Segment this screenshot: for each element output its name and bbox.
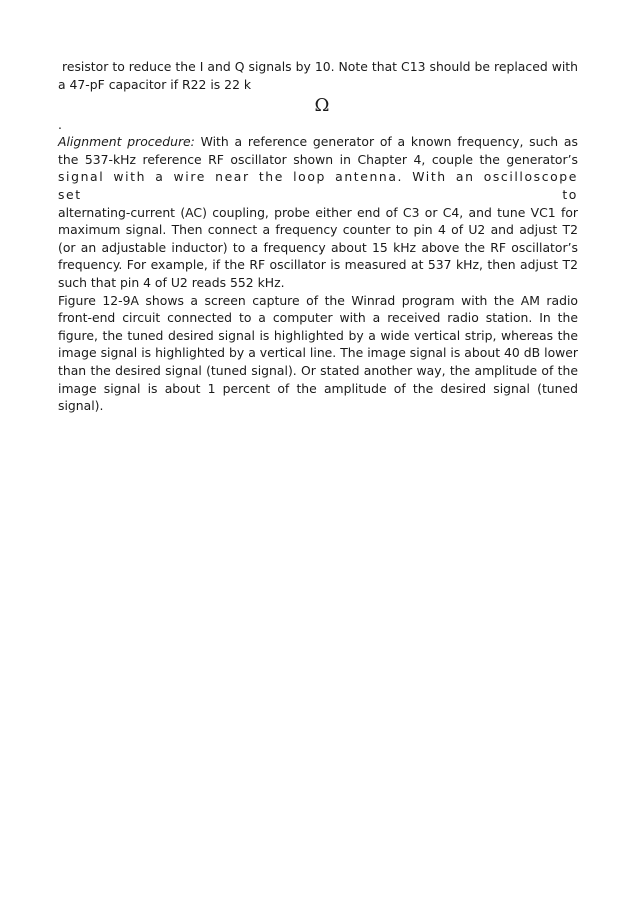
text-fragment: With a reference generator of a known frequency, such as xyxy=(200,134,578,150)
text-line: a 47-pF capacitor if R22 is 22 k xyxy=(58,76,252,92)
text-line: signal). xyxy=(58,398,104,414)
text-line: resistor to reduce the I and Q signals by 10. Note that C13 should be replaced with xyxy=(62,59,578,74)
paragraph-resistor-note xyxy=(58,58,578,133)
text-line: alternating-current (AC) coupling, probe either end of C3 or C4, and tune VC1 for xyxy=(58,204,578,220)
alignment-label: Alignment procedure: xyxy=(58,134,195,150)
text-line: front-end circuit connected to a computer with a received radio station. In the xyxy=(58,310,578,326)
text-line: image signal is about 1 percent of the amplitude of the desired signal (tuned xyxy=(58,380,578,396)
text-line xyxy=(58,133,578,151)
text-line: such that pin 4 of U2 reads 552 kHz. xyxy=(58,274,285,290)
text-line: than the desired signal (tuned signal). Or stated another way, the amplitude of the xyxy=(58,362,578,378)
text-line: image signal is highlighted by a vertical line. The image signal is about 40 dB lower xyxy=(58,345,578,361)
document-page xyxy=(58,58,578,415)
period-mark: . xyxy=(58,117,62,133)
text-line: Figure 12-9A shows a screen capture of the Winrad program with the AM radio xyxy=(58,292,578,308)
ohm-symbol: Ω xyxy=(314,95,330,117)
paragraph-figure-description xyxy=(58,292,578,415)
text-line: the 537-kHz reference RF oscillator shown in Chapter 4, couple the generator’s xyxy=(58,151,578,167)
text-line: (or an adjustable inductor) to a frequency about 15 kHz above the RF oscillator’s xyxy=(58,239,578,255)
text-line: figure, the tuned desired signal is highlighted by a wide vertical strip, whereas the xyxy=(58,327,578,343)
text-line: frequency. For example, if the RF oscillator is measured at 537 kHz, then adjust T2 xyxy=(58,257,578,273)
paragraph-alignment-procedure xyxy=(58,133,578,291)
text-line: signal with a wire near the loop antenna. With an oscilloscope set to xyxy=(58,169,578,202)
text-line: maximum signal. Then connect a frequency counter to pin 4 of U2 and adjust T2 xyxy=(58,222,578,238)
